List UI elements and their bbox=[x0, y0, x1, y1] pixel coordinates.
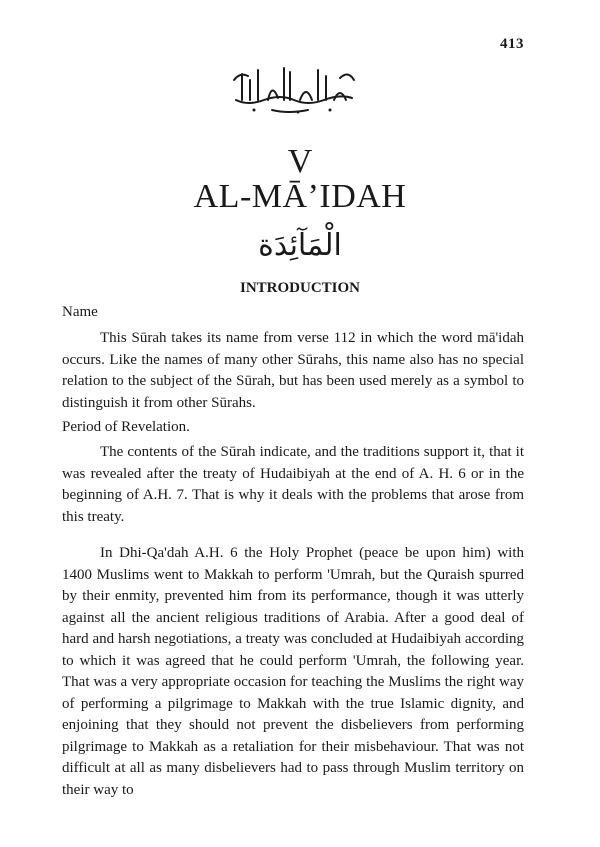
section-paragraph-name: This Sūrah takes its name from verse 112 in which the word mā'idah occurs. Like the names of many other Sūrahs, this name also has no special relation to the subject of the Sūrah, but has been used merely as a symbol to distinguish it from other Sūrahs. bbox=[62, 330, 524, 411]
arabic-surah-title: الْمَآئِدَة bbox=[258, 228, 342, 263]
surah-title: AL-MĀ’IDAH bbox=[193, 178, 407, 215]
section-heading-name: Name bbox=[62, 304, 98, 320]
page-number: 413 bbox=[500, 36, 524, 52]
section-paragraph-history: In Dhi-Qa'dah A.H. 6 the Holy Prophet (peace be upon him) with 1400 Muslims went to Makkah to perform 'Umrah, but the Quraish spurred by their enmity, prevented him from its performance, though it was utterly against all the ancient religious traditions of Arabia. After a good deal of hard and harsh negotiations, a treaty was concluded at Hudaibiyah according to which it was agreed that he could perform 'Umrah, the following year. That was a very appropriate occasion for teaching the Muslims the right way of performing a pilgrimage to Makkah with the true Islamic dignity, and enjoining that they should not prevent the disbelievers from performing pilgrimage to Makkah as a retaliation for their misbehaviour. That was not difficult at all as many disbelievers had to pass through Muslim territory on their way to bbox=[62, 545, 524, 798]
basmala-calligraphy-icon bbox=[228, 60, 358, 116]
surah-number: V bbox=[287, 143, 313, 180]
section-heading-period-of-revelation: Period of Revelation. bbox=[62, 419, 190, 435]
section-paragraph-period-of-revelation: The contents of the Sūrah indicate, and the traditions support it, that it was revealed after the treaty of Hudaibiyah at the end of A. H. 6 or in the beginning of A.H. 7. That is why it deals with the problems that arose from this treaty. bbox=[62, 444, 524, 525]
introduction-heading: INTRODUCTION bbox=[239, 280, 360, 296]
